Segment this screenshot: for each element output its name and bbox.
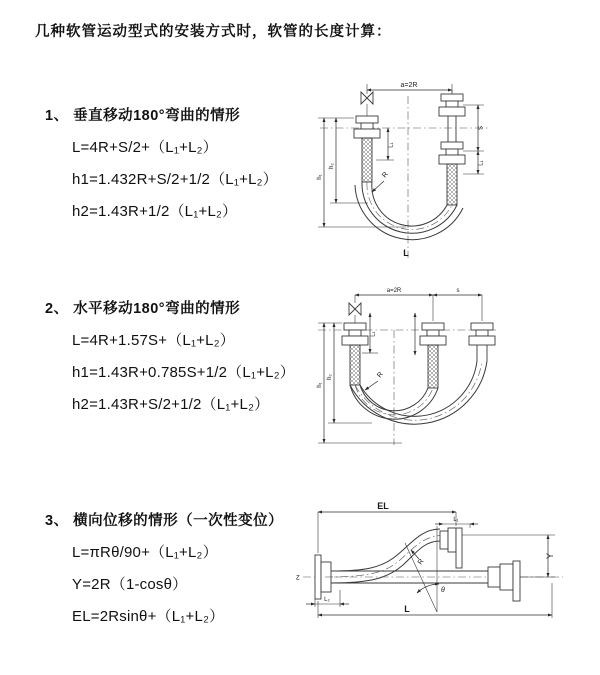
page-title: 几种软管运动型式的安装方式时，软管的长度计算：: [35, 24, 392, 40]
flange-right-lower: [439, 142, 465, 164]
diagram-horizontal-u-bend: [310, 283, 550, 463]
svg-text:h₁: h₁: [317, 174, 323, 180]
flange-right-lower: [488, 561, 520, 601]
formula-y: Y=2R（1-cosθ）: [72, 576, 188, 593]
svg-text:EL: EL: [377, 501, 389, 511]
angle-theta: [405, 526, 445, 612]
formula-h2: h2=1.43R+1/2（L₁+L₂）: [72, 203, 238, 220]
svg-text:L₂: L₂: [324, 597, 330, 603]
svg-text:S: S: [478, 125, 485, 131]
hose-braid-left: [350, 345, 360, 385]
formula-length: L=4R+S/2+（L₁+L₂）: [72, 139, 218, 156]
formula-el: EL=2Rsinθ+（L₁+L₂）: [72, 608, 225, 625]
flange-left: [354, 116, 380, 138]
hose-braid-right: [447, 164, 457, 205]
pipe-right: [448, 116, 456, 142]
svg-text:h₁: h₁: [317, 382, 323, 388]
formula-h1: h1=1.432R+S/2+1/2（L₁+L₂）: [72, 171, 278, 188]
dimension-a-2r: [367, 82, 452, 94]
section-1: [45, 104, 278, 219]
diagram-vertical-u-bend: [310, 70, 550, 265]
diagram-lateral-displacement: [295, 498, 570, 648]
radius-callout: [372, 171, 390, 192]
svg-text:h₂: h₂: [329, 163, 335, 169]
valve-icon: [361, 92, 373, 116]
valve-icon: [349, 295, 361, 323]
pipe-right-shifted: [477, 345, 487, 361]
formula-length: L=πRθ/90+（L₁+L₂）: [72, 544, 218, 561]
dimension-l-label: L: [403, 248, 409, 258]
flange-right-shifted: [469, 323, 495, 345]
hose-braid-middle: [428, 345, 438, 388]
svg-text:L₁: L₁: [453, 517, 459, 523]
formula-h2: h2=1.43R+S/2+1/2（L₁+L₂）: [72, 396, 270, 413]
svg-text:R: R: [381, 170, 390, 180]
svg-text:L₁: L₁: [388, 142, 395, 148]
dimension-l1-right: [463, 151, 485, 174]
svg-text:Y: Y: [545, 552, 555, 560]
svg-text:h₂: h₂: [327, 374, 333, 380]
svg-text:a=2R: a=2R: [386, 288, 402, 294]
dimension-l2: [306, 590, 349, 607]
dimension-a-2r: [355, 288, 433, 295]
svg-text:R: R: [416, 557, 426, 567]
formula-h1: h1=1.43R+0.785S+1/2（L₁+L₂）: [72, 364, 295, 381]
flange-right-upper: [439, 90, 465, 116]
section-3: [45, 509, 283, 624]
section-1-heading: 1、 垂直移动180°弯曲的情形: [45, 108, 241, 124]
section-2-heading: 2、 水平移动180°弯曲的情形: [45, 301, 241, 317]
section-2: [45, 297, 295, 412]
dimension-l1: [435, 517, 478, 528]
dimension-s: [433, 288, 482, 321]
svg-text:θ: θ: [441, 587, 445, 594]
svg-text:L₁: L₁: [370, 331, 377, 337]
hose-braid-left: [362, 138, 372, 182]
dimension-el: [318, 501, 459, 553]
svg-text:s: s: [456, 288, 460, 294]
z-mark: Z: [296, 575, 300, 582]
svg-text:a=2R: a=2R: [400, 82, 418, 89]
radius-callout: [365, 371, 385, 390]
hose-u-position-2: [350, 361, 487, 424]
flange-upper: [440, 528, 462, 568]
flange-middle: [420, 323, 446, 345]
radius-callout: [411, 550, 426, 566]
svg-text:L₁: L₁: [478, 160, 485, 166]
svg-text:L: L: [404, 604, 410, 614]
dimension-l1: [362, 313, 378, 353]
section-3-heading: 3、 横向位移的情形（一次性变位）: [45, 513, 284, 529]
flange-left: [342, 323, 368, 345]
formula-length: L=4R+1.57S+（L₁+L₂）: [72, 332, 235, 349]
svg-text:R: R: [376, 370, 385, 380]
